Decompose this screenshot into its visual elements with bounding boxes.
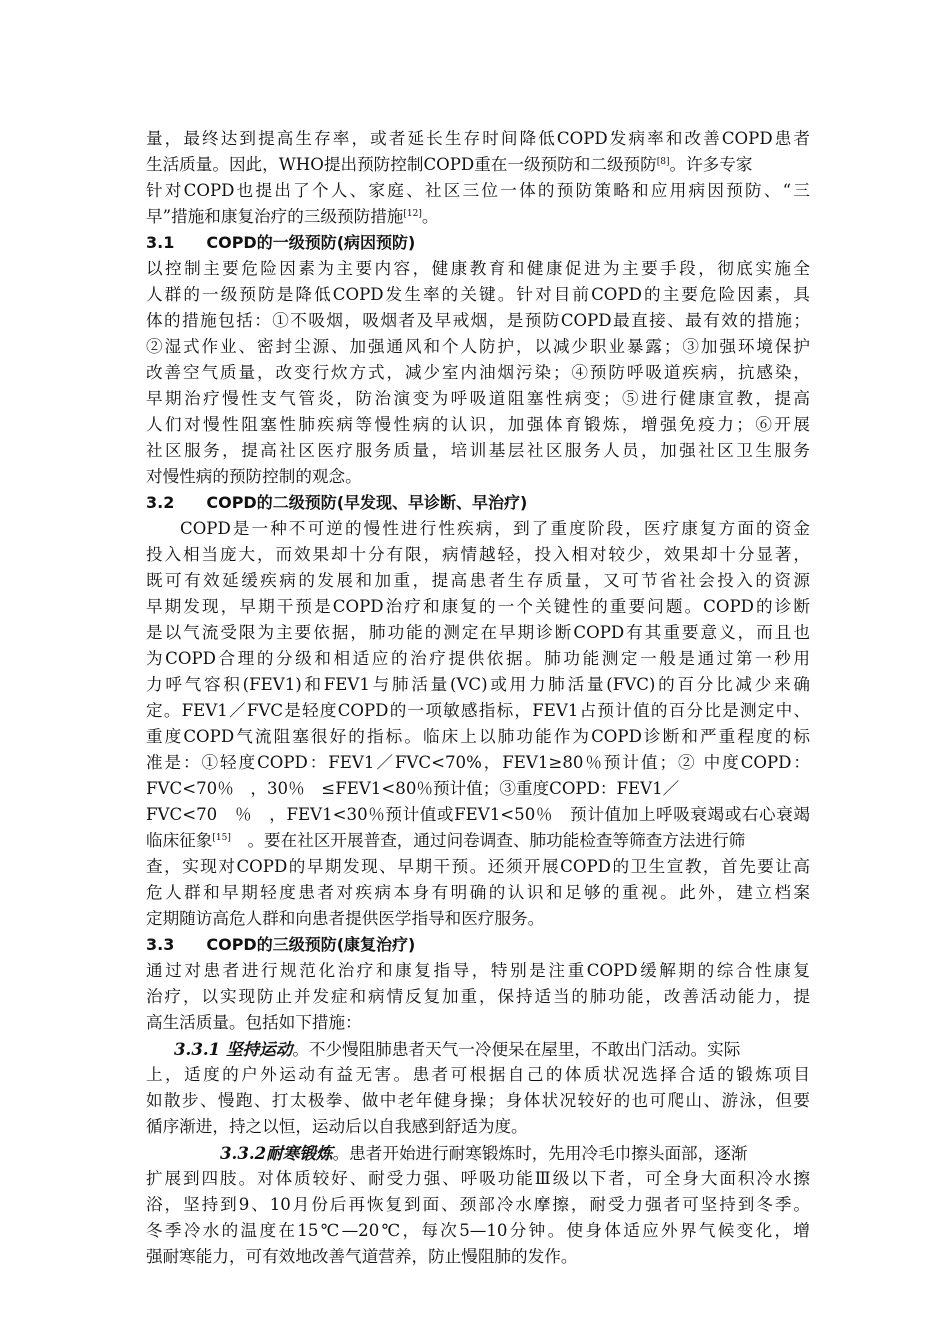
text-line: [146, 724, 810, 750]
text-run: 人群的一级预防是降低COPD发生率的关键。针对目前COPD的主要危险因素，具: [146, 285, 810, 304]
citation-ref: [8]: [656, 157, 670, 167]
citation-ref: [15]: [212, 833, 231, 843]
text-run: 早期发现，早期干预是COPD治疗和康复的一个关键性的重要问题。COPD的诊断: [146, 597, 810, 616]
text-line: [146, 906, 810, 932]
subsection-title: 3.3.2耐寒锻炼: [220, 1143, 333, 1163]
text-run: 。要在社区开展普查，通过问卷调查、肺功能检查等筛查方法进行筛: [230, 831, 746, 850]
text-run: 3.1 COPD的一级预防(病因预防): [146, 233, 416, 252]
text-run: 力呼气容积(FEV1)和FEV1与肺活量(VC)或用力肺活量(FVC)的百分比减少来确: [146, 675, 810, 694]
text-run: 既可有效延缓疾病的发展和加重，提高患者生存质量，又可节省社会投入的资源: [146, 571, 810, 590]
text-line: [146, 152, 810, 178]
text-line: [146, 880, 810, 906]
text-run: FVC<70 ％ ，FEV1<30％预计值或FEV1<50％ 预计值加上呼吸衰竭或右心衰竭: [146, 805, 810, 824]
text-run: COPD是一种不可逆的慢性进行性疾病，到了重度阶段，医疗康复方面的资金: [180, 519, 810, 538]
text-run: 重度COPD气流阻塞很好的指标。临床上以肺功能作为COPD诊断和严重程度的标: [146, 727, 810, 746]
text-line: [146, 360, 810, 386]
text-run: 准是：①轻度COPD：FEV1／FVC<70%，FEV1≥80％预计值；② 中度COPD：: [146, 753, 810, 772]
text-run: 人们对慢性阻塞性肺疾病等慢性病的认识，加强体育锻炼，增强免疫力；⑥开展: [146, 415, 810, 434]
text-run: FVC<70％ ，30％ ≤FEV1<80％预计值；③重度COPD：FEV1／: [146, 779, 680, 798]
text-line: [146, 438, 810, 464]
text-line: [146, 386, 810, 412]
text-line: [146, 256, 810, 282]
text-run: 3.2 COPD的二级预防(早发现、早诊断、早治疗): [146, 493, 528, 512]
text-line: [146, 802, 810, 828]
text-line: [146, 464, 810, 490]
text-line: [146, 776, 810, 802]
text-line: [146, 1140, 810, 1166]
text-run: 早”措施和康复治疗的三级预防措施: [146, 207, 404, 226]
text-line: [146, 646, 810, 672]
text-run: 浴，坚持到9、10月份后再恢复到面、颈部冷水摩擦，耐受力强者可坚持到冬季。: [146, 1195, 810, 1214]
text-line: [146, 854, 810, 880]
text-line: [146, 698, 810, 724]
text-line: [146, 1010, 810, 1036]
section-heading: [146, 932, 810, 958]
text-run: 对慢性病的预防控制的观念。: [146, 467, 362, 486]
text-line: [146, 542, 810, 568]
text-line: [146, 1218, 810, 1244]
section-heading: [146, 230, 810, 256]
text-run: 危人群和早期轻度患者对疾病本身有明确的认识和足够的重视。此外，建立档案: [146, 883, 810, 902]
text-line: [146, 126, 810, 152]
text-line: [146, 282, 810, 308]
text-run: 3.3 COPD的三级预防(康复治疗): [146, 935, 416, 954]
text-line: [146, 1192, 810, 1218]
text-line: [146, 1166, 810, 1192]
text-line: [146, 1088, 810, 1114]
text-run: 临床征象: [146, 831, 213, 850]
text-run: 早期治疗慢性支气管炎，防治演变为呼吸道阻塞性病变；⑤进行健康宣教，提高: [146, 389, 810, 408]
section-heading: [146, 490, 810, 516]
text-line: [146, 204, 810, 230]
document-body: [146, 126, 810, 1270]
text-run: 改善空气质量，改变行炊方式，减少室内油烟污染；④预防呼吸道疾病，抗感染，: [146, 363, 810, 382]
text-run: 定。FEV1／FVC是轻度COPD的一项敏感指标，FEV1占预计值的百分比是测定中、: [146, 701, 810, 720]
text-run: 通过对患者进行规范化治疗和康复指导，特别是注重COPD缓解期的综合性康复: [146, 961, 810, 980]
text-run: 。患者开始进行耐寒锻炼时，先用冷毛巾擦头面部，逐渐: [332, 1144, 748, 1163]
text-run: 冬季冷水的温度在15℃—20℃，每次5—10分钟。使身体适应外界气候变化，增: [146, 1221, 810, 1240]
text-line: [146, 568, 810, 594]
text-run: 生活质量。因此，WHO提出预防控制COPD重在一级预防和二级预防: [146, 155, 657, 174]
text-run: 社区服务，提高社区医疗服务质量，培训基层社区服务人员，加强社区卫生服务: [146, 441, 810, 460]
text-run: 为COPD合理的分级和相适应的治疗提供依据。肺功能测定一般是通过第一秒用: [146, 649, 810, 668]
text-run: 。: [421, 207, 439, 226]
text-run: 。许多专家: [669, 155, 753, 174]
text-run: ②湿式作业、密封尘源、加强通风和个人防护，以减少职业暴露；③加强环境保护: [146, 337, 810, 356]
text-line: [146, 620, 810, 646]
text-run: 高生活质量。包括如下措施：: [146, 1013, 362, 1032]
text-run: 查，实现对COPD的早期发现、早期干预。还须开展COPD的卫生宣教，首先要让高: [146, 857, 810, 876]
text-line: [146, 1036, 810, 1062]
subsection-title: 3.3.1 坚持运动: [174, 1039, 293, 1059]
text-line: [146, 412, 810, 438]
text-line: [146, 334, 810, 360]
text-line: [146, 516, 810, 542]
text-line: [146, 750, 810, 776]
text-run: 投入相当庞大，而效果却十分有限，病情越轻，投入相对较少，效果却十分显著，: [146, 545, 810, 564]
text-run: 上，适度的户外运动有益无害。患者可根据自己的体质状况选择合适的锻炼项目: [146, 1065, 810, 1084]
text-run: 是以气流受限为主要依据，肺功能的测定在早期诊断COPD有其重要意义，而且也: [146, 623, 810, 642]
text-line: [146, 984, 810, 1010]
text-run: 体的措施包括：①不吸烟，吸烟者及早戒烟，是预防COPD最直接、最有效的措施；: [146, 311, 810, 330]
text-run: 治疗，以实现防止并发症和病情反复加重，保持适当的肺功能，改善活动能力，提: [146, 987, 810, 1006]
citation-ref: [12]: [403, 209, 422, 219]
text-line: [146, 672, 810, 698]
text-line: [146, 178, 810, 204]
text-line: [146, 1244, 810, 1270]
text-line: [146, 594, 810, 620]
text-run: 针对COPD也提出了个人、家庭、社区三位一体的预防策略和应用病因预防、“三: [146, 181, 810, 200]
text-line: [146, 1062, 810, 1088]
text-line: [146, 308, 810, 334]
text-run: 如散步、慢跑、打太极拳、做中老年健身操；身体状况较好的也可爬山、游泳，但要: [146, 1091, 810, 1110]
text-run: 循序渐进，持之以恒，运动后以自我感到舒适为度。: [146, 1117, 528, 1136]
text-line: [146, 828, 810, 854]
text-run: 定期随访高危人群和向患者提供医学指导和医疗服务。: [146, 909, 545, 928]
text-run: 强耐寒能力，可有效地改善气道营养，防止慢阻肺的发作。: [146, 1247, 578, 1266]
text-line: [146, 1114, 810, 1140]
text-run: 扩展到四肢。对体质较好、耐受力强、呼吸功能Ⅲ级以下者，可全身大面积冷水擦: [146, 1169, 810, 1188]
text-run: 。不少慢阻肺患者天气一冷便呆在屋里，不敢出门活动。实际: [292, 1040, 741, 1059]
text-line: [146, 958, 810, 984]
text-run: 以控制主要危险因素为主要内容，健康教育和健康促进为主要手段，彻底实施全: [146, 259, 810, 278]
text-run: 量，最终达到提高生存率，或者延长生存时间降低COPD发病率和改善COPD患者: [146, 129, 810, 148]
